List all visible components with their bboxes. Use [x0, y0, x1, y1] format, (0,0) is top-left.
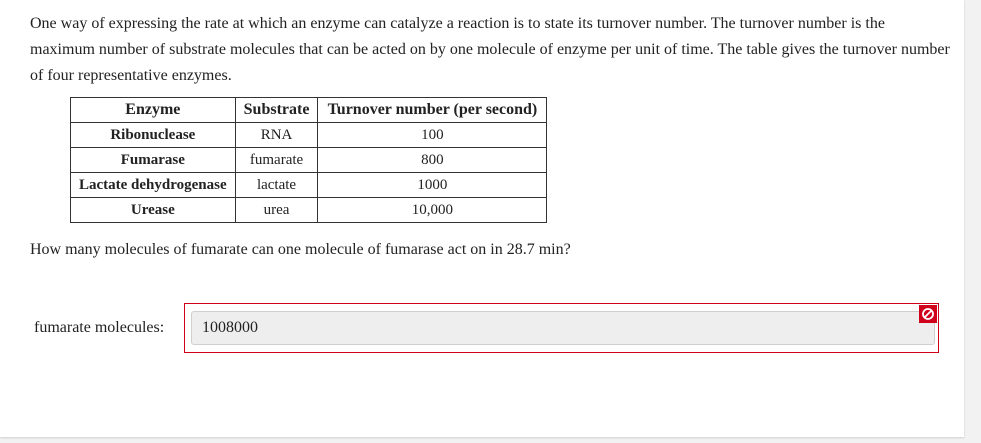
turnover-cell: 800 [318, 148, 547, 173]
table-row [71, 148, 547, 173]
substrate-cell: lactate [235, 173, 318, 198]
table-row [71, 198, 547, 223]
substrate-cell: RNA [235, 123, 318, 148]
header-substrate: Substrate [235, 98, 318, 123]
substrate-cell: urea [235, 198, 318, 223]
question-text: How many molecules of fumarate can one molecule of fumarase act on in 28.7 min? [30, 241, 571, 258]
turnover-cell: 100 [318, 123, 547, 148]
incorrect-icon [919, 305, 937, 323]
enzyme-table [70, 97, 547, 223]
substrate-cell: fumarate [235, 148, 318, 173]
enzyme-cell: Urease [71, 198, 236, 223]
intro-text: One way of expressing the rate at which an enzyme can catalyze a reaction is to state its turnover number. The turnover number is the maximum number of substrate molecules that can be acted on by one molecule of enzyme per unit of time. The table gives the turnover number of four representative enzymes. [30, 15, 950, 84]
enzyme-cell: Lactate dehydrogenase [71, 173, 236, 198]
answer-input[interactable] [191, 311, 935, 345]
answer-label: fumarate molecules: [34, 319, 165, 336]
enzyme-cell: Fumarase [71, 148, 236, 173]
header-enzyme: Enzyme [71, 98, 236, 123]
turnover-cell: 10,000 [318, 198, 547, 223]
header-turnover: Turnover number (per second) [318, 98, 547, 123]
table-row [71, 173, 547, 198]
table-header-row [71, 98, 547, 123]
enzyme-cell: Ribonuclease [71, 123, 236, 148]
answer-box [184, 303, 939, 353]
table-row [71, 123, 547, 148]
turnover-cell: 1000 [318, 173, 547, 198]
